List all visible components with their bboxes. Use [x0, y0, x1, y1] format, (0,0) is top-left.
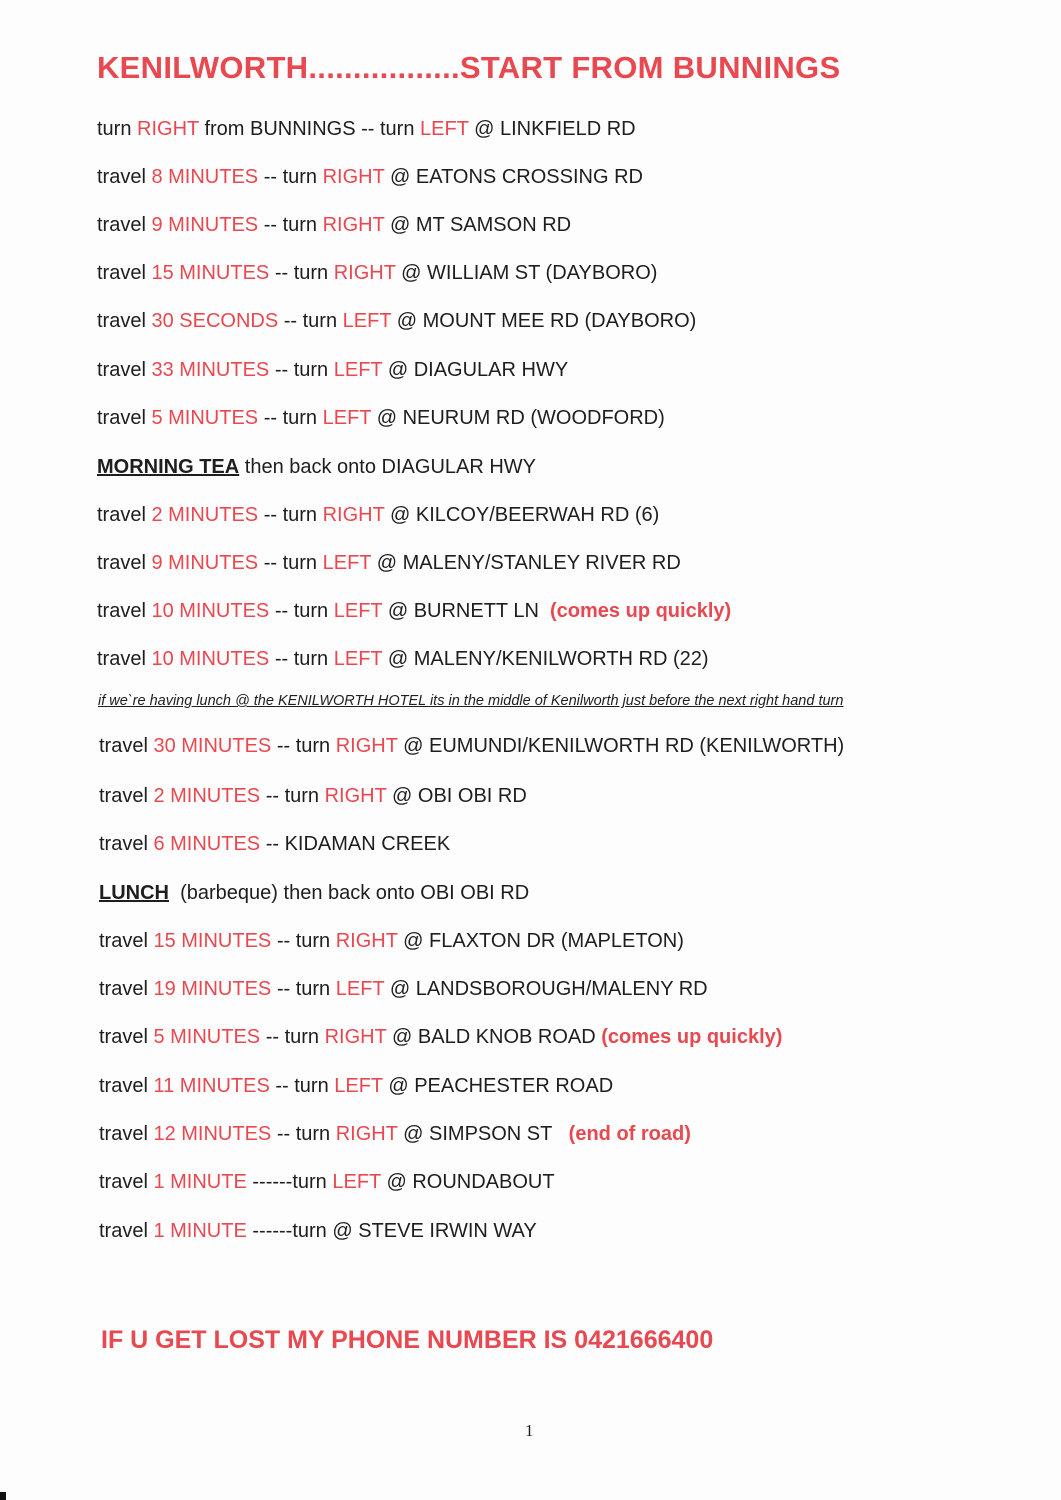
highlight-text: 6 MINUTES: [153, 833, 261, 855]
highlight-text: 10 MINUTES: [151, 648, 270, 670]
direction-text: travel: [97, 407, 152, 429]
highlight-text: 9 MINUTES: [151, 214, 259, 236]
direction-line: [97, 310, 696, 333]
direction-text: @ LINKFIELD RD: [468, 118, 636, 140]
direction-line: [97, 648, 709, 671]
direction-text: @ PEACHESTER ROAD: [382, 1075, 614, 1097]
direction-text: travel: [99, 833, 154, 855]
highlight-text: LEFT: [335, 978, 385, 1000]
direction-text: @ FLAXTON DR (MAPLETON): [397, 930, 684, 952]
direction-text: @ LANDSBOROUGH/MALENY RD: [384, 978, 708, 1000]
direction-text: turn: [97, 118, 138, 140]
highlight-text: 5 MINUTES: [151, 407, 259, 429]
direction-text: travel: [99, 1026, 154, 1048]
direction-text: travel: [99, 1171, 154, 1193]
highlight-text: RIGHT: [335, 930, 398, 952]
highlight-text: 9 MINUTES: [151, 552, 259, 574]
direction-text: travel: [99, 785, 154, 807]
direction-text: travel: [99, 930, 154, 952]
direction-text: @ EATONS CROSSING RD: [384, 166, 643, 188]
highlight-text: LEFT: [322, 552, 372, 574]
direction-text: travel: [97, 166, 152, 188]
direction-text: ------turn @ STEVE IRWIN WAY: [246, 1220, 537, 1242]
direction-text: -- turn: [269, 262, 334, 284]
direction-text: -- turn: [258, 504, 323, 526]
direction-text: travel: [97, 648, 152, 670]
direction-text: -- turn: [260, 1026, 325, 1048]
direction-line: [97, 166, 643, 189]
highlight-text: 1 MINUTE: [153, 1220, 247, 1242]
highlight-text: RIGHT: [335, 1123, 398, 1145]
direction-line: [97, 262, 657, 285]
direction-text: @ WILLIAM ST (DAYBORO): [395, 262, 658, 284]
direction-text: if we`re having lunch @ the KENILWORTH HOTEL its in the middle of Kenilworth just before the next right hand turn: [98, 693, 844, 709]
direction-line: [99, 882, 529, 905]
highlight-text: RIGHT: [333, 262, 396, 284]
direction-line: [97, 504, 659, 527]
direction-text: @ SIMPSON ST: [397, 1123, 569, 1145]
direction-text: travel: [99, 1123, 154, 1145]
direction-line: [97, 118, 636, 141]
direction-text: @ EUMUNDI/KENILWORTH RD (KENILWORTH): [397, 735, 845, 757]
direction-text: @ BURNETT LN: [382, 600, 551, 622]
direction-text: -- turn: [271, 1123, 336, 1145]
direction-text: -- turn: [260, 785, 325, 807]
highlight-text: 15 MINUTES: [153, 930, 272, 952]
highlight-text: LEFT: [420, 118, 469, 140]
direction-line: [97, 456, 536, 479]
direction-text: -- KIDAMAN CREEK: [260, 833, 451, 855]
direction-text: @ OBI OBI RD: [386, 785, 527, 807]
direction-text: then back onto DIAGULAR HWY: [239, 456, 537, 478]
direction-text: travel: [99, 1220, 154, 1242]
direction-text: travel: [97, 214, 152, 236]
section-heading: LUNCH: [99, 882, 169, 904]
lunch-note: [98, 693, 843, 709]
direction-text: @ MALENY/KENILWORTH RD (22): [382, 648, 709, 670]
highlight-text: RIGHT: [324, 1026, 387, 1048]
highlight-text: 30 SECONDS: [151, 310, 279, 332]
highlight-text: 33 MINUTES: [151, 359, 270, 381]
direction-text: -- turn: [269, 600, 334, 622]
direction-text: @ MOUNT MEE RD (DAYBORO): [391, 310, 697, 332]
direction-line: [97, 214, 571, 237]
highlight-text: 1 MINUTE: [153, 1171, 247, 1193]
direction-text: travel: [97, 504, 152, 526]
highlight-text: (comes up quickly): [601, 1026, 783, 1048]
direction-text: -- turn: [271, 735, 336, 757]
direction-line: [97, 600, 731, 623]
direction-line: [99, 1026, 782, 1049]
direction-text: from BUNNINGS -- turn: [198, 118, 421, 140]
highlight-text: LEFT: [333, 359, 383, 381]
highlight-text: LEFT: [333, 600, 383, 622]
direction-text: travel: [97, 600, 152, 622]
highlight-text: 19 MINUTES: [153, 978, 272, 1000]
direction-text: -- turn: [278, 310, 343, 332]
direction-text: @ MT SAMSON RD: [384, 214, 572, 236]
direction-line: [99, 1220, 537, 1243]
direction-line: [97, 359, 568, 382]
direction-text: (barbeque) then back onto OBI OBI RD: [169, 882, 530, 904]
direction-text: travel: [99, 735, 154, 757]
direction-text: -- turn: [269, 1075, 335, 1097]
highlight-text: RIGHT: [322, 214, 385, 236]
highlight-text: RIGHT: [324, 785, 387, 807]
direction-text: -- turn: [269, 648, 334, 670]
document-title: KENILWORTH.................START FROM BUNNINGS: [97, 50, 841, 85]
direction-text: -- turn: [271, 978, 336, 1000]
highlight-text: RIGHT: [335, 735, 398, 757]
highlight-text: 12 MINUTES: [153, 1123, 272, 1145]
direction-line: [99, 833, 450, 856]
direction-text: @ NEURUM RD (WOODFORD): [371, 407, 665, 429]
highlight-text: 15 MINUTES: [151, 262, 270, 284]
highlight-text: LEFT: [332, 1171, 381, 1193]
direction-text: travel: [99, 1075, 154, 1097]
highlight-text: 10 MINUTES: [151, 600, 270, 622]
section-heading: MORNING TEA: [97, 456, 240, 478]
highlight-text: 8 MINUTES: [151, 166, 259, 188]
highlight-text: RIGHT: [322, 166, 385, 188]
direction-text: @ ROUNDABOUT: [380, 1171, 555, 1193]
direction-line: [99, 930, 684, 953]
direction-text: @ KILCOY/BEERWAH RD (6): [384, 504, 660, 526]
direction-text: travel: [97, 552, 152, 574]
highlight-text: 11 MINUTES: [153, 1075, 270, 1097]
highlight-text: RIGHT: [137, 118, 199, 140]
highlight-text: 5 MINUTES: [153, 1026, 261, 1048]
direction-text: travel: [97, 262, 152, 284]
highlight-text: LEFT: [334, 1075, 383, 1097]
highlight-text: LEFT: [342, 310, 392, 332]
direction-text: travel: [97, 310, 152, 332]
direction-text: -- turn: [258, 214, 323, 236]
direction-line: [99, 1075, 613, 1098]
direction-text: -- turn: [271, 930, 336, 952]
direction-text: -- turn: [258, 407, 323, 429]
scan-mark: [0, 1492, 6, 1500]
direction-text: -- turn: [258, 552, 323, 574]
direction-line: [97, 552, 681, 575]
highlight-text: 2 MINUTES: [151, 504, 259, 526]
direction-line: [99, 1171, 555, 1194]
direction-text: -- turn: [258, 166, 323, 188]
highlight-text: 30 MINUTES: [153, 735, 272, 757]
highlight-text: LEFT: [333, 648, 383, 670]
direction-text: -- turn: [269, 359, 334, 381]
direction-line: [99, 785, 527, 808]
direction-line: [99, 735, 844, 758]
highlight-text: (end of road): [568, 1123, 691, 1145]
direction-text: @ MALENY/STANLEY RIVER RD: [371, 552, 681, 574]
direction-text: @ DIAGULAR HWY: [382, 359, 569, 381]
direction-text: travel: [97, 359, 152, 381]
direction-text: @ BALD KNOB ROAD: [386, 1026, 602, 1048]
highlight-text: RIGHT: [322, 504, 385, 526]
phone-number-notice: IF U GET LOST MY PHONE NUMBER IS 0421666400: [101, 1326, 714, 1354]
highlight-text: 2 MINUTES: [153, 785, 261, 807]
highlight-text: (comes up quickly): [550, 600, 732, 622]
direction-text: ------turn: [246, 1171, 333, 1193]
direction-line: [99, 978, 708, 1001]
highlight-text: LEFT: [322, 407, 372, 429]
page-number: 1: [525, 1421, 534, 1440]
direction-line: [97, 407, 665, 430]
direction-line: [99, 1123, 691, 1146]
direction-text: travel: [99, 978, 154, 1000]
